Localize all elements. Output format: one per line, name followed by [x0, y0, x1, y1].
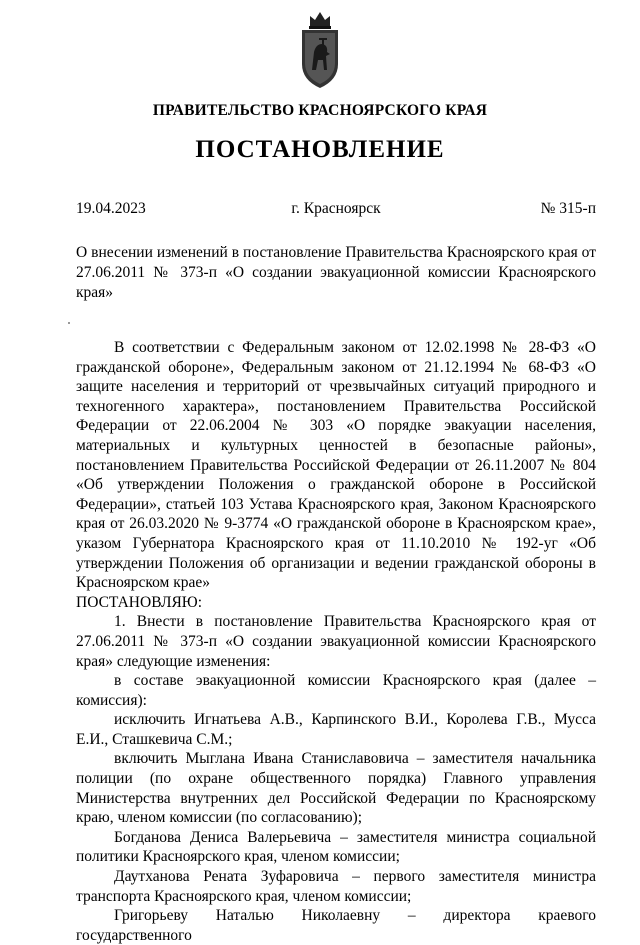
- document-number: № 315-п: [540, 200, 596, 217]
- body-paragraph: в составе эвакуационной комиссии Красноярского края (далее – комиссия):: [76, 672, 596, 709]
- resolve-keyword: ПОСТАНОВЛЯЮ:: [76, 593, 203, 611]
- preamble-paragraph: В соответствии с Федеральным законом от 12.02.1998 № 28-ФЗ «О гражданской обороне», Федеральным законом от 21.12.1994 № 68-ФЗ «О защите населения и территорий от чрезвычайных ситуаций природного и техногенного характера», постановлением Правительства Российской Федерации от 22.06.2004 № 303 «О порядке эвакуации населения, материальных и культурных ценностей в безопасные районы», постановлением Правительства Российской Федерации от 26.11.2007 № 804 «Об утверждении Положения о гражданской обороне в Российской Федерации», статьей 103 Устава Красноярского края, Законом Красноярского края от 26.03.2020 № 9-3774 «О гражданской обороне в Красноярском крае», указом Губернатора Красноярского края от 11.10.2010 № 192-уг «Об утверждении Положения об организации и ведении гражданской обороны в Красноярском крае»: [76, 339, 596, 592]
- body-paragraph: Даутханова Рената Зуфаровича – первого заместителя министра транспорта Красноярского края, членом комиссии;: [76, 868, 596, 905]
- document-type-title: ПОСТАНОВЛЕНИЕ: [195, 136, 445, 163]
- body-paragraph: Богданова Дениса Валерьевича – заместителя министра социальной политики Красноярского края, членом комиссии;: [76, 828, 596, 866]
- body-paragraph: исключить Игнатьева А.В., Карпинского В.И., Королева Г.В., Мусса Е.И., Сташкевича С.М.;: [76, 711, 596, 748]
- organization-title: ПРАВИТЕЛЬСТВО КРАСНОЯРСКОГО КРАЯ: [152, 102, 488, 119]
- document-meta-row: [76, 200, 596, 220]
- body-paragraph: 1. Внести в постановление Правительства Красноярского края от 27.06.2011 № 373-п «О создании эвакуационной комиссии Красноярского края» следующие изменения:: [76, 613, 596, 670]
- scan-dot: [68, 322, 70, 324]
- body-paragraph: Григорьеву Наталью Николаевну – директора краевого государственного: [76, 907, 596, 944]
- document-date: 19.04.2023: [76, 200, 146, 217]
- document-body: [76, 338, 596, 945]
- coat-of-arms-emblem: [296, 8, 344, 90]
- document-subject: О внесении изменений в постановление Правительства Красноярского края от 27.06.2011 № 373-п «О создании эвакуационной комиссии Красноярского края»: [76, 244, 596, 301]
- document-city: г. Красноярск: [291, 200, 381, 217]
- body-paragraph: включить Мыглана Ивана Станиславовича – заместителя начальника полиции (по охране общественного порядка) Главного управления Министерства внутренних дел Российской Федерации по Красноярскому краю, членом комиссии (по согласованию);: [76, 750, 596, 827]
